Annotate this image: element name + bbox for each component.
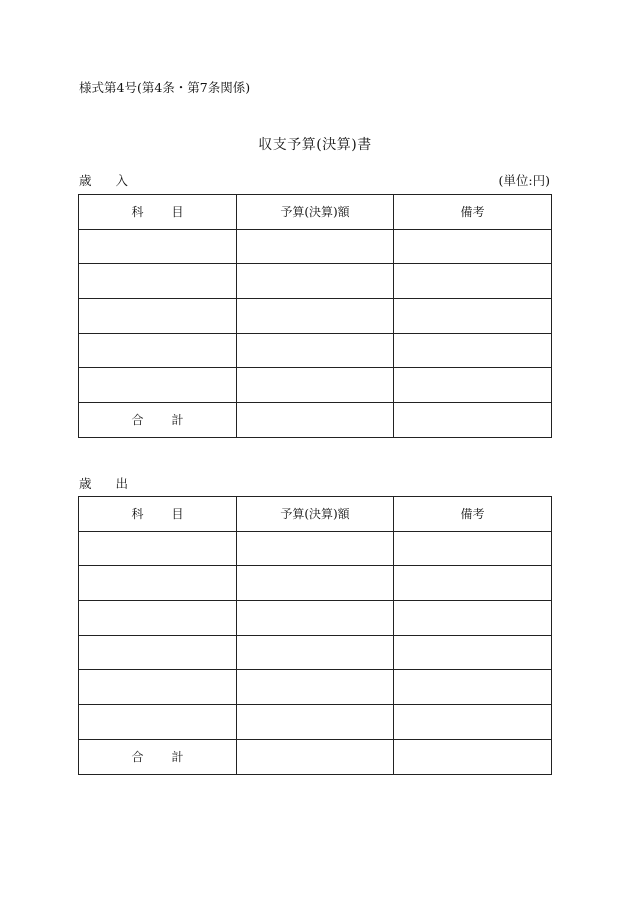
income-amount-cell[interactable]	[237, 299, 394, 334]
expenditure-amount-cell[interactable]	[237, 635, 394, 670]
income-remarks-cell[interactable]	[394, 229, 552, 264]
expenditure-total-char1: 合	[131, 750, 144, 765]
income-total-amount-cell[interactable]	[237, 403, 394, 438]
expenditure-subject-cell[interactable]	[79, 566, 237, 601]
income-total-remarks-cell[interactable]	[394, 403, 552, 438]
expenditure-subject-cell[interactable]	[79, 635, 237, 670]
expenditure-amount-cell[interactable]	[237, 705, 394, 740]
expenditure-remarks-cell[interactable]	[394, 670, 552, 705]
expenditure-table-row	[79, 670, 552, 705]
expenditure-col-remarks: 備考	[394, 497, 552, 532]
unit-label: (単位:円)	[498, 173, 550, 188]
expenditure-total-char2: 計	[171, 750, 184, 765]
expenditure-amount-cell[interactable]	[237, 601, 394, 636]
expenditure-section-label	[79, 476, 128, 492]
expenditure-total-label	[79, 739, 237, 774]
expenditure-col-subject-char1: 科	[131, 507, 144, 522]
income-remarks-cell[interactable]	[394, 299, 552, 334]
income-table-row	[79, 333, 552, 368]
expenditure-remarks-cell[interactable]	[394, 635, 552, 670]
income-total-row	[79, 403, 552, 438]
income-table-row	[79, 229, 552, 264]
income-table-row	[79, 368, 552, 403]
expenditure-table	[78, 496, 552, 775]
expenditure-amount-cell[interactable]	[237, 670, 394, 705]
income-amount-cell[interactable]	[237, 368, 394, 403]
expenditure-table-row	[79, 531, 552, 566]
expenditure-subject-cell[interactable]	[79, 601, 237, 636]
expenditure-header-row	[79, 497, 552, 532]
income-col-subject-char1: 科	[131, 205, 144, 220]
income-remarks-cell[interactable]	[394, 368, 552, 403]
expenditure-table-row	[79, 566, 552, 601]
expenditure-subject-cell[interactable]	[79, 670, 237, 705]
document-title: 収支予算(決算)書	[258, 137, 372, 153]
expenditure-subject-cell[interactable]	[79, 531, 237, 566]
income-section-label	[79, 173, 128, 189]
income-amount-cell[interactable]	[237, 333, 394, 368]
income-total-label	[79, 403, 237, 438]
income-table-row	[79, 264, 552, 299]
income-total-char2: 計	[171, 413, 184, 428]
income-subject-cell[interactable]	[79, 299, 237, 334]
expenditure-amount-cell[interactable]	[237, 566, 394, 601]
expenditure-table-row	[79, 705, 552, 740]
expenditure-table-row	[79, 635, 552, 670]
income-amount-cell[interactable]	[237, 264, 394, 299]
income-amount-cell[interactable]	[237, 229, 394, 264]
income-col-subject	[79, 195, 237, 230]
income-remarks-cell[interactable]	[394, 264, 552, 299]
income-col-subject-char2: 目	[171, 205, 184, 220]
income-subject-cell[interactable]	[79, 229, 237, 264]
expenditure-label-char2: 出	[115, 476, 129, 491]
expenditure-total-remarks-cell[interactable]	[394, 739, 552, 774]
income-subject-cell[interactable]	[79, 368, 237, 403]
expenditure-amount-cell[interactable]	[237, 531, 394, 566]
income-label-char2: 入	[115, 173, 129, 188]
expenditure-remarks-cell[interactable]	[394, 531, 552, 566]
expenditure-remarks-cell[interactable]	[394, 566, 552, 601]
form-number: 様式第4号(第4条・第7条関係)	[79, 80, 251, 95]
expenditure-table-row	[79, 601, 552, 636]
expenditure-remarks-cell[interactable]	[394, 601, 552, 636]
income-table-row	[79, 299, 552, 334]
income-subject-cell[interactable]	[79, 333, 237, 368]
income-remarks-cell[interactable]	[394, 333, 552, 368]
income-label-char1: 歳	[79, 173, 92, 188]
income-header-row	[79, 195, 552, 230]
expenditure-col-subject-char2: 目	[171, 507, 184, 522]
expenditure-total-row	[79, 739, 552, 774]
income-total-char1: 合	[131, 413, 144, 428]
income-col-amount: 予算(決算)額	[237, 195, 394, 230]
expenditure-subject-cell[interactable]	[79, 705, 237, 740]
expenditure-col-subject	[79, 497, 237, 532]
expenditure-col-amount: 予算(決算)額	[237, 497, 394, 532]
expenditure-remarks-cell[interactable]	[394, 705, 552, 740]
income-col-remarks: 備考	[394, 195, 552, 230]
income-subject-cell[interactable]	[79, 264, 237, 299]
expenditure-total-amount-cell[interactable]	[237, 739, 394, 774]
expenditure-label-char1: 歳	[79, 476, 92, 491]
income-table	[78, 194, 552, 438]
